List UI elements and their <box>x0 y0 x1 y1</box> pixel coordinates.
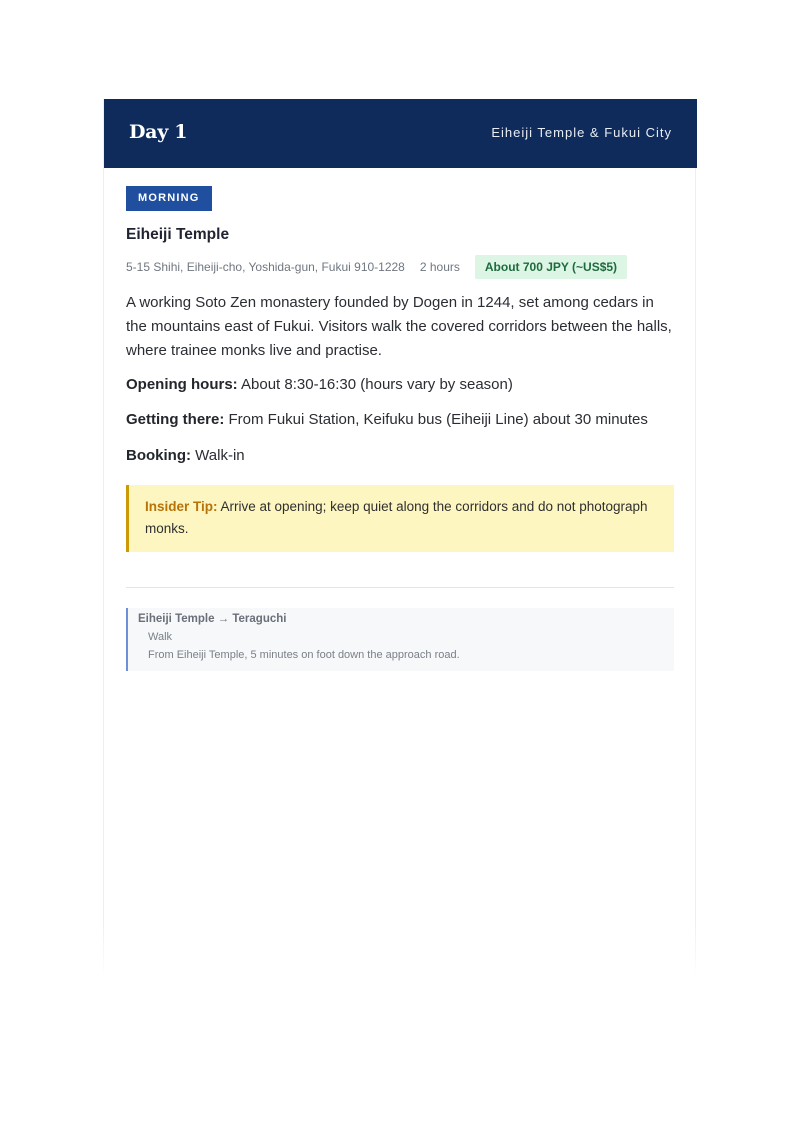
insider-tip-text: Arrive at opening; keep quiet along the corridors and do not photograph monks. <box>145 499 648 536</box>
transit-note: From Eiheiji Temple, 5 minutes on foot down the approach road. <box>148 649 460 661</box>
insider-tip-label: Insider Tip: <box>145 499 218 514</box>
itinerary-card <box>103 99 696 979</box>
transit-block <box>126 608 674 671</box>
detail-getting-there <box>126 411 648 428</box>
day-header <box>104 99 697 168</box>
day-subtitle: Eiheiji Temple & Fukui City <box>491 125 672 140</box>
transit-route: Eiheiji Temple → Teraguchi <box>138 613 287 625</box>
transit-mode: Walk <box>148 631 173 643</box>
activity-duration: 2 hours <box>419 260 460 274</box>
detail-booking <box>126 447 245 464</box>
detail-label: Opening hours: <box>126 376 238 393</box>
detail-value: About 8:30-16:30 (hours vary by season) <box>237 376 513 393</box>
activity-description: A working Soto Zen monastery founded by Dogen in 1244, set among cedars in the mountains east of Fukui. Visitors walk the covered corridors between the halls, where trainee monks live and practise. <box>126 294 672 359</box>
section-divider <box>126 587 674 588</box>
detail-value: Walk-in <box>191 447 245 464</box>
detail-opening-hours <box>126 376 513 393</box>
detail-value: From Fukui Station, Keifuku bus (Eiheiji Line) about 30 minutes <box>224 411 648 428</box>
activity-meta <box>126 255 627 279</box>
price-badge: About 700 JPY (~US$5) <box>475 255 627 279</box>
insider-tip <box>126 485 674 552</box>
time-of-day-tag: MORNING <box>126 186 212 211</box>
detail-label: Booking: <box>126 447 191 464</box>
detail-label: Getting there: <box>126 411 225 428</box>
activity-address: 5-15 Shihi, Eiheiji-cho, Yoshida-gun, Fukui 910-1228 <box>126 260 405 274</box>
activity-title: Eiheiji Temple <box>126 226 230 243</box>
day-title: Day 1 <box>129 121 188 143</box>
